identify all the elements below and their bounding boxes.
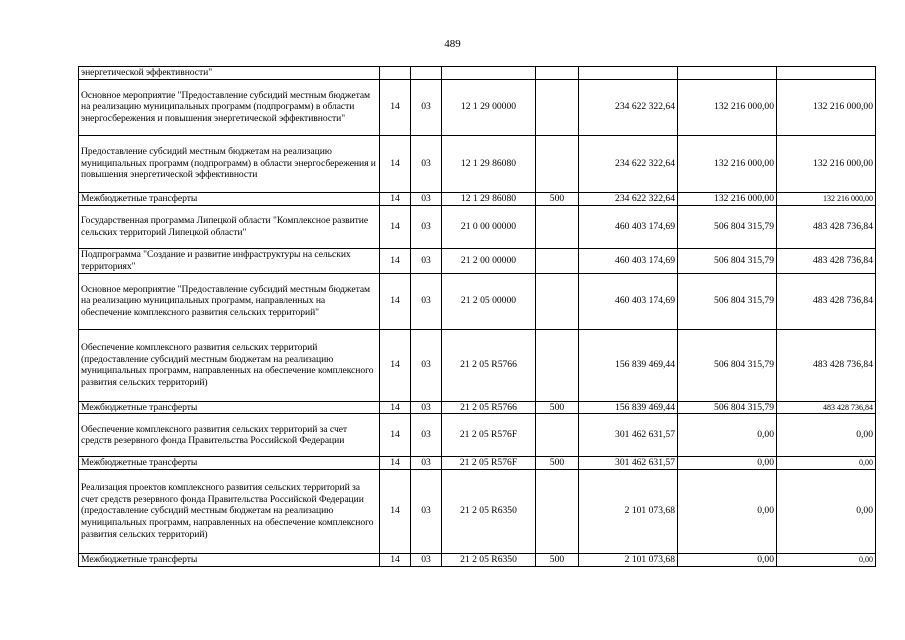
row-pr-cell: 03	[411, 401, 442, 414]
row-sum-cell: 132 216 000,00	[777, 192, 876, 205]
row-csr-cell: 12 1 29 86080	[442, 192, 536, 205]
row-sum-cell: 506 804 315,79	[678, 273, 777, 329]
row-sum-cell: 132 216 000,00	[777, 79, 876, 135]
row-sum-cell: 0,00	[678, 469, 777, 553]
row-sum-cell: 2 101 073,68	[579, 469, 678, 553]
row-pr-cell: 03	[411, 79, 442, 135]
table-row	[79, 79, 876, 135]
row-vr-cell: 500	[536, 192, 579, 205]
row-sum-cell: 0,00	[777, 469, 876, 553]
row-pr-cell: 03	[411, 553, 442, 566]
row-pr-cell: 03	[411, 457, 442, 470]
row-sum-cell: 0,00	[678, 414, 777, 457]
row-gr-cell: 14	[380, 401, 411, 414]
row-sum-cell: 156 839 469,44	[579, 329, 678, 401]
row-vr-cell	[536, 414, 579, 457]
row-name-cell: Обеспечение комплексного развития сельских территорий за счет средств резервного фонда Правительства Российской Федерации	[79, 414, 380, 457]
row-sum-cell: 0,00	[678, 457, 777, 470]
row-name-cell: Предоставление субсидий местным бюджетам на реализацию муниципальных программ (подпрограмм) в области энергосбережения и повышения энергетической эффективности	[79, 135, 380, 192]
row-csr-cell: 21 2 00 00000	[442, 248, 536, 273]
row-vr-cell: 500	[536, 457, 579, 470]
row-sum-cell: 483 428 736,84	[777, 273, 876, 329]
row-gr-cell: 14	[380, 329, 411, 401]
row-sum-cell: 0,00	[777, 414, 876, 457]
row-sum-cell: 0,00	[777, 457, 876, 470]
row-gr-cell: 14	[380, 192, 411, 205]
row-sum-cell	[777, 67, 876, 80]
row-pr-cell: 03	[411, 248, 442, 273]
table-row	[79, 329, 876, 401]
row-gr-cell	[380, 67, 411, 80]
row-csr-cell: 21 2 05 R576F	[442, 414, 536, 457]
table-row	[79, 248, 876, 273]
row-sum-cell: 234 622 322,64	[579, 135, 678, 192]
row-sum-cell: 234 622 322,64	[579, 192, 678, 205]
row-sum-cell: 301 462 631,57	[579, 457, 678, 470]
row-sum-cell: 0,00	[777, 553, 876, 566]
row-gr-cell: 14	[380, 469, 411, 553]
table-row	[79, 135, 876, 192]
row-vr-cell	[536, 67, 579, 80]
row-name-cell: Межбюджетные трансферты	[79, 401, 380, 414]
row-sum-cell: 506 804 315,79	[678, 329, 777, 401]
table-row	[79, 469, 876, 553]
row-csr-cell: 21 2 05 R6350	[442, 553, 536, 566]
row-sum-cell: 132 216 000,00	[777, 135, 876, 192]
table-row	[79, 401, 876, 414]
row-csr-cell: 21 2 05 R6350	[442, 469, 536, 553]
row-vr-cell: 500	[536, 401, 579, 414]
row-sum-cell: 234 622 322,64	[579, 79, 678, 135]
row-gr-cell: 14	[380, 248, 411, 273]
row-vr-cell	[536, 273, 579, 329]
row-sum-cell: 132 216 000,00	[678, 135, 777, 192]
row-sum-cell: 460 403 174,69	[579, 248, 678, 273]
row-csr-cell: 12 1 29 00000	[442, 79, 536, 135]
row-vr-cell	[536, 329, 579, 401]
table-body	[79, 67, 876, 567]
row-name-cell: Межбюджетные трансферты	[79, 192, 380, 205]
row-pr-cell	[411, 67, 442, 80]
row-sum-cell: 460 403 174,69	[579, 205, 678, 248]
row-name-cell: Основное мероприятие "Предоставление субсидий местным бюджетам на реализацию муниципальных программ, направленных на обеспечение комплексного развития сельских территорий"	[79, 273, 380, 329]
row-csr-cell: 21 2 05 00000	[442, 273, 536, 329]
row-name-cell: Межбюджетные трансферты	[79, 553, 380, 566]
table-row	[79, 67, 876, 80]
row-pr-cell: 03	[411, 192, 442, 205]
table-row	[79, 192, 876, 205]
row-vr-cell	[536, 248, 579, 273]
budget-table	[78, 66, 876, 567]
row-sum-cell	[678, 67, 777, 80]
row-sum-cell: 0,00	[678, 553, 777, 566]
row-pr-cell: 03	[411, 414, 442, 457]
row-gr-cell: 14	[380, 79, 411, 135]
row-vr-cell: 500	[536, 553, 579, 566]
row-name-cell: Межбюджетные трансферты	[79, 457, 380, 470]
row-name-cell: Основное мероприятие "Предоставление субсидий местным бюджетам на реализацию муниципальных программ (подпрограмм) в области энергосбережения и повышения энергетической эффективности"	[79, 79, 380, 135]
row-sum-cell: 301 462 631,57	[579, 414, 678, 457]
row-sum-cell: 460 403 174,69	[579, 273, 678, 329]
row-gr-cell: 14	[380, 457, 411, 470]
row-sum-cell: 483 428 736,84	[777, 205, 876, 248]
row-name-cell: Государственная программа Липецкой области "Комплексное развитие сельских территорий Липецкой области"	[79, 205, 380, 248]
table-row	[79, 553, 876, 566]
row-sum-cell: 132 216 000,00	[678, 79, 777, 135]
row-sum-cell: 2 101 073,68	[579, 553, 678, 566]
table-row	[79, 205, 876, 248]
row-pr-cell: 03	[411, 273, 442, 329]
table-row	[79, 273, 876, 329]
table-row	[79, 414, 876, 457]
page-number: 489	[444, 38, 461, 50]
row-sum-cell	[579, 67, 678, 80]
row-sum-cell: 506 804 315,79	[678, 205, 777, 248]
row-csr-cell: 21 2 05 R5766	[442, 401, 536, 414]
row-gr-cell: 14	[380, 414, 411, 457]
row-gr-cell: 14	[380, 553, 411, 566]
row-name-cell: Обеспечение комплексного развития сельских территорий (предоставление субсидий местным бюджетам на реализацию муниципальных программ, направленных на обеспечение комплексного развития сельских территорий)	[79, 329, 380, 401]
row-gr-cell: 14	[380, 273, 411, 329]
row-pr-cell: 03	[411, 329, 442, 401]
row-vr-cell	[536, 79, 579, 135]
row-gr-cell: 14	[380, 205, 411, 248]
row-sum-cell: 506 804 315,79	[678, 401, 777, 414]
row-vr-cell	[536, 469, 579, 553]
row-csr-cell: 21 0 00 00000	[442, 205, 536, 248]
row-vr-cell	[536, 135, 579, 192]
row-sum-cell: 132 216 000,00	[678, 192, 777, 205]
row-sum-cell: 156 839 469,44	[579, 401, 678, 414]
row-pr-cell: 03	[411, 469, 442, 553]
row-gr-cell: 14	[380, 135, 411, 192]
row-vr-cell	[536, 205, 579, 248]
row-sum-cell: 483 428 736,84	[777, 329, 876, 401]
row-pr-cell: 03	[411, 135, 442, 192]
table-row	[79, 457, 876, 470]
row-pr-cell: 03	[411, 205, 442, 248]
row-csr-cell: 21 2 05 R5766	[442, 329, 536, 401]
row-name-cell: энергетической эффективности"	[79, 67, 380, 80]
row-sum-cell: 506 804 315,79	[678, 248, 777, 273]
row-sum-cell: 483 428 736,84	[777, 248, 876, 273]
row-name-cell: Подпрограмма "Создание и развитие инфраструктуры на сельских территориях"	[79, 248, 380, 273]
row-csr-cell	[442, 67, 536, 80]
row-name-cell: Реализация проектов комплексного развития сельских территорий за счет средств резервного фонда Правительства Российской Федерации (предоставление субсидий местным бюджетам на реализацию муниципальных программ, направленных на обеспечение комплексного развития сельских территорий)	[79, 469, 380, 553]
row-sum-cell: 483 428 736,84	[777, 401, 876, 414]
row-csr-cell: 12 1 29 86080	[442, 135, 536, 192]
row-csr-cell: 21 2 05 R576F	[442, 457, 536, 470]
